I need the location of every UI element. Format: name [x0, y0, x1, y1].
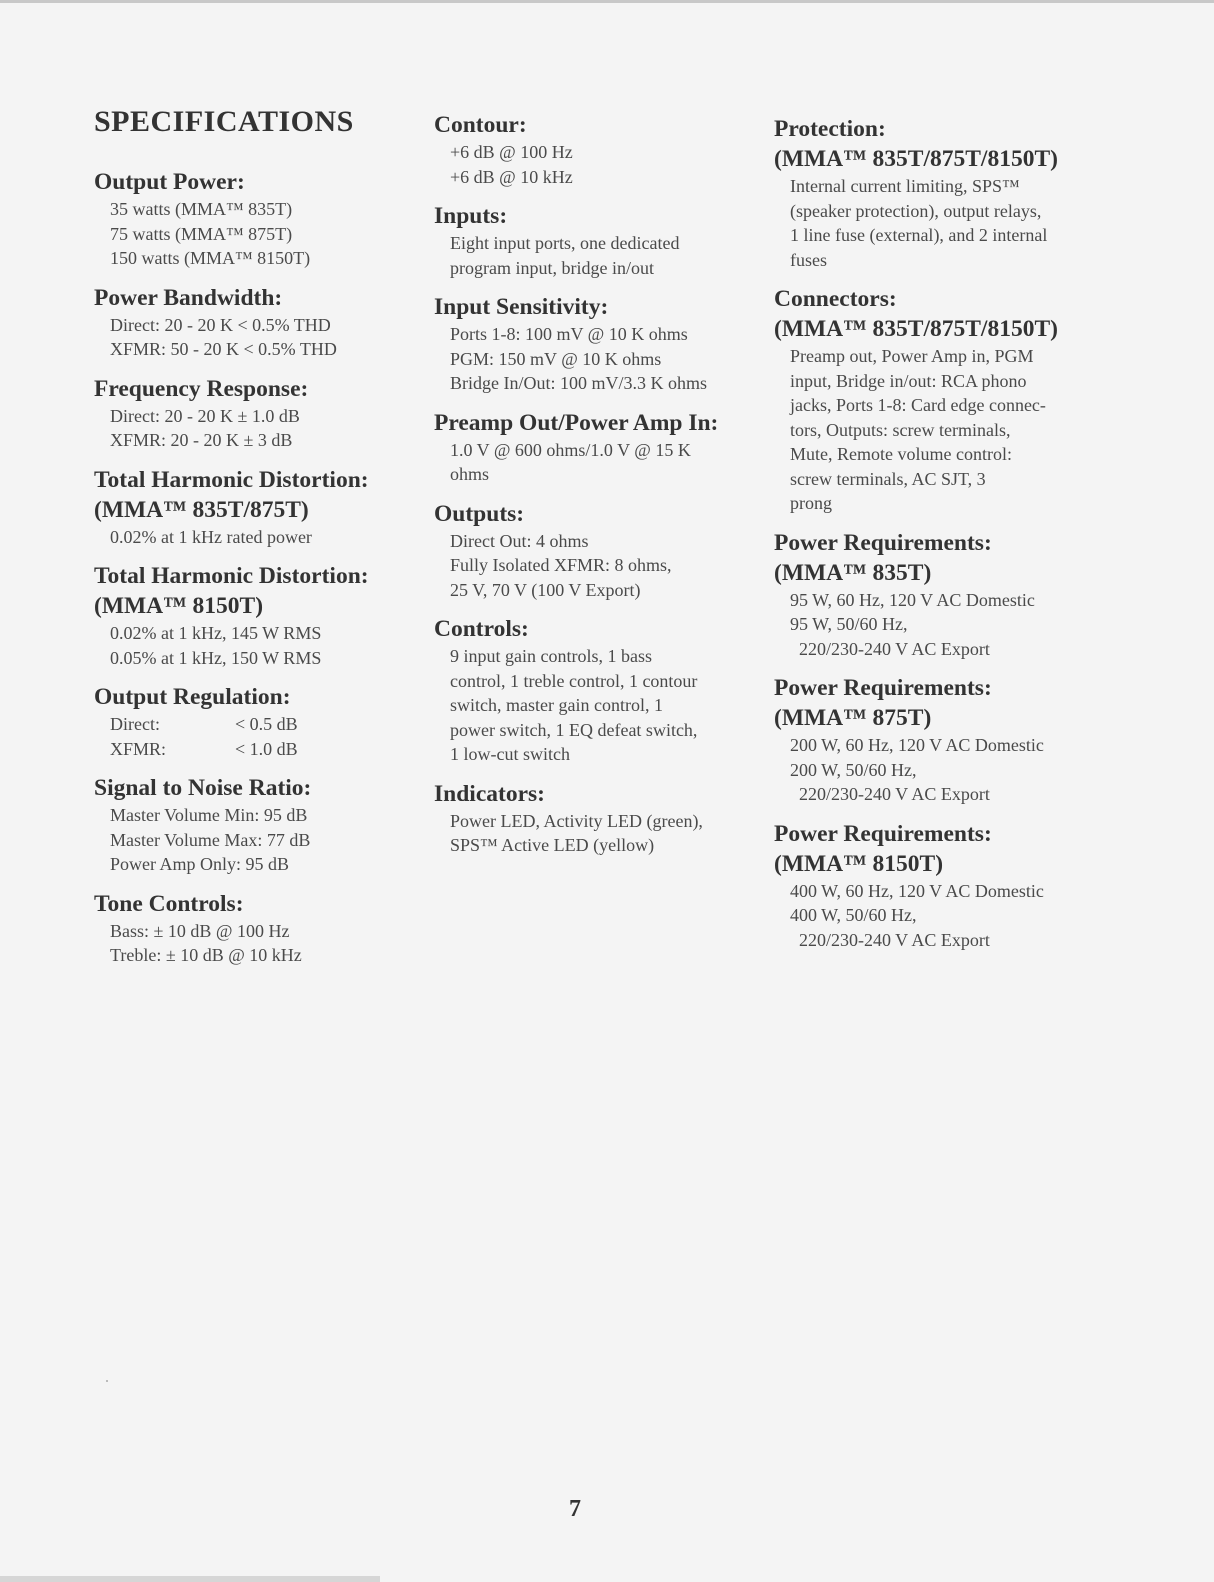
- section-signal-noise: [94, 773, 414, 877]
- section-power-bandwidth: [94, 283, 414, 362]
- heading-line: Protection:: [774, 116, 886, 142]
- section-heading: [94, 561, 414, 621]
- spec-line: power switch, 1 EQ defeat switch,: [450, 719, 698, 740]
- section-input-sensitivity: [434, 292, 764, 396]
- spec-line: fuses: [790, 249, 827, 270]
- spec-line: Master Volume Max: 77 dB: [110, 829, 311, 850]
- spec-line: tors, Outputs: screw terminals,: [790, 419, 1011, 440]
- spec-line: Eight input ports, one dedicated: [450, 233, 680, 253]
- spec-label: Direct:: [110, 714, 160, 734]
- spec-line: Direct: 20 - 20 K < 0.5% THD: [110, 314, 331, 335]
- heading-line: Total Harmonic Distortion:: [94, 563, 369, 589]
- section-heading: Contour:: [434, 112, 527, 138]
- spec-line: 220/230-240 V AC Export: [790, 929, 990, 950]
- section-heading: [774, 284, 1104, 344]
- spec-line: (speaker protection), output relays,: [790, 200, 1042, 221]
- spec-line: 1.0 V @ 600 ohms/1.0 V @ 15 K: [450, 439, 691, 460]
- section-outputs: [434, 499, 764, 603]
- spec-line: Mute, Remote volume control:: [790, 444, 1012, 464]
- spec-line: 220/230-240 V AC Export: [790, 638, 990, 659]
- spec-line: 95 W, 60 Hz, 120 V AC Domestic: [790, 589, 1035, 610]
- section-heading: Input Sensitivity:: [434, 294, 609, 320]
- section-tone-controls: [94, 889, 414, 968]
- spec-line: Power LED, Activity LED (green),: [450, 810, 703, 831]
- section-heading: Controls:: [434, 616, 529, 642]
- scan-top-edge: [0, 0, 1214, 3]
- section-heading: Indicators:: [434, 780, 545, 807]
- spec-line: Bridge In/Out: 100 mV/3.3 K ohms: [450, 373, 707, 393]
- spec-value: < 0.5 dB: [235, 714, 298, 734]
- section-heading: [94, 465, 414, 525]
- section-heading: Power Bandwidth:: [94, 284, 283, 311]
- section-power-8150: [774, 819, 1104, 953]
- section-heading: Tone Controls:: [94, 890, 244, 917]
- section-heading: Preamp Out/Power Amp In:: [434, 409, 719, 436]
- section-inputs: [434, 201, 764, 280]
- section-heading: [774, 528, 1104, 588]
- spec-line: 0.02% at 1 kHz, 145 W RMS: [110, 623, 322, 643]
- spec-value: < 1.0 dB: [235, 738, 298, 759]
- section-heading: Signal to Noise Ratio:: [94, 775, 312, 801]
- section-indicators: [434, 779, 764, 858]
- page-title: SPECIFICATIONS: [94, 105, 354, 138]
- section-controls: [434, 614, 764, 767]
- heading-line: Connectors:: [774, 286, 897, 312]
- spec-line: XFMR: 20 - 20 K ± 3 dB: [110, 430, 293, 450]
- section-output-power: [94, 167, 414, 271]
- section-preamp-out: [434, 408, 764, 487]
- section-heading: Frequency Response:: [94, 375, 309, 402]
- spec-line: 0.05% at 1 kHz, 150 W RMS: [110, 647, 322, 668]
- spec-line: 9 input gain controls, 1 bass: [450, 646, 652, 666]
- section-thd-8150: [94, 561, 414, 670]
- spec-line: SPS™ Active LED (yellow): [450, 835, 655, 855]
- spec-row: [110, 712, 414, 737]
- spec-line: jacks, Ports 1-8: Card edge connec-: [790, 395, 1046, 415]
- spec-line: 35 watts (MMA™ 835T): [110, 199, 293, 219]
- heading-model-line: (MMA™ 875T): [774, 705, 932, 731]
- section-output-regulation: [94, 682, 414, 761]
- heading-model-line: (MMA™ 835T/875T): [94, 496, 309, 523]
- spec-line: 0.02% at 1 kHz rated power: [110, 526, 312, 547]
- spec-line: Direct Out: 4 ohms: [450, 530, 589, 551]
- spec-line: Power Amp Only: 95 dB: [110, 854, 290, 874]
- spec-line: Direct: 20 - 20 K ± 1.0 dB: [110, 405, 300, 426]
- spec-line: 95 W, 50/60 Hz,: [790, 614, 908, 634]
- spec-line: program input, bridge in/out: [450, 257, 654, 278]
- spec-line: 400 W, 60 Hz, 120 V AC Domestic: [790, 880, 1044, 901]
- section-heading: [774, 673, 1104, 733]
- spec-line: Internal current limiting, SPS™: [790, 176, 1020, 196]
- spec-line: prong: [790, 493, 832, 513]
- spec-line: 200 W, 60 Hz, 120 V AC Domestic: [790, 735, 1044, 755]
- spec-line: Fully Isolated XFMR: 8 ohms,: [450, 555, 672, 575]
- scan-speck: [106, 1380, 108, 1382]
- section-heading: [774, 819, 1104, 879]
- section-heading: Outputs:: [434, 500, 525, 527]
- spec-line: screw terminals, AC SJT, 3: [790, 468, 986, 489]
- section-frequency-response: [94, 374, 414, 453]
- section-protection: [774, 114, 1104, 272]
- spec-line: +6 dB @ 100 Hz: [450, 142, 573, 162]
- section-power-835: [774, 528, 1104, 662]
- heading-line: Power Requirements:: [774, 529, 992, 556]
- heading-model-line: (MMA™ 835T/875T/8150T): [774, 316, 1058, 342]
- spec-line: ohms: [450, 464, 490, 484]
- spec-line: input, Bridge in/out: RCA phono: [790, 370, 1027, 391]
- scan-bottom-edge: [0, 1576, 380, 1582]
- spec-label: XFMR:: [110, 738, 167, 759]
- section-heading: Output Power:: [94, 169, 245, 195]
- spec-line: Bass: ± 10 dB @ 100 Hz: [110, 920, 290, 941]
- section-heading: Inputs:: [434, 203, 508, 229]
- spec-line: 1 line fuse (external), and 2 internal: [790, 225, 1048, 245]
- column-left: [94, 104, 414, 980]
- spec-line: control, 1 treble control, 1 contour: [450, 670, 698, 691]
- section-heading: [774, 114, 1104, 174]
- heading-line: Total Harmonic Distortion:: [94, 466, 369, 493]
- spec-line: 75 watts (MMA™ 875T): [110, 223, 293, 244]
- spec-line: 1 low-cut switch: [450, 744, 570, 764]
- heading-line: Power Requirements:: [774, 675, 992, 701]
- section-thd-835-875: [94, 465, 414, 550]
- section-contour: [434, 110, 764, 189]
- heading-model-line: (MMA™ 835T): [774, 559, 932, 586]
- spec-line: PGM: 150 mV @ 10 K ohms: [450, 348, 662, 369]
- spec-line: 400 W, 50/60 Hz,: [790, 905, 917, 925]
- spec-line: 200 W, 50/60 Hz,: [790, 759, 917, 780]
- spec-line: Treble: ± 10 dB @ 10 kHz: [110, 945, 302, 965]
- spec-line: +6 dB @ 10 kHz: [450, 166, 573, 187]
- spec-line: XFMR: 50 - 20 K < 0.5% THD: [110, 339, 337, 359]
- column-right: [774, 114, 1104, 964]
- spec-line: 220/230-240 V AC Export: [790, 784, 990, 804]
- heading-model-line: (MMA™ 8150T): [94, 593, 264, 619]
- spec-line: switch, master gain control, 1: [450, 695, 663, 715]
- section-power-875: [774, 673, 1104, 807]
- section-heading: Output Regulation:: [94, 684, 291, 710]
- page-number: 7: [569, 1496, 581, 1522]
- section-connectors: [774, 284, 1104, 516]
- spec-line: Preamp out, Power Amp in, PGM: [790, 346, 1034, 366]
- heading-line: Power Requirements:: [774, 820, 992, 847]
- heading-model-line: (MMA™ 8150T): [774, 850, 944, 877]
- spec-line: 25 V, 70 V (100 V Export): [450, 579, 641, 600]
- heading-model-line: (MMA™ 835T/875T/8150T): [774, 146, 1058, 172]
- spec-line: 150 watts (MMA™ 8150T): [110, 248, 311, 268]
- spec-line: Ports 1-8: 100 mV @ 10 K ohms: [450, 324, 688, 344]
- spec-row: [110, 737, 414, 762]
- column-middle: [434, 110, 764, 870]
- spec-line: Master Volume Min: 95 dB: [110, 805, 308, 825]
